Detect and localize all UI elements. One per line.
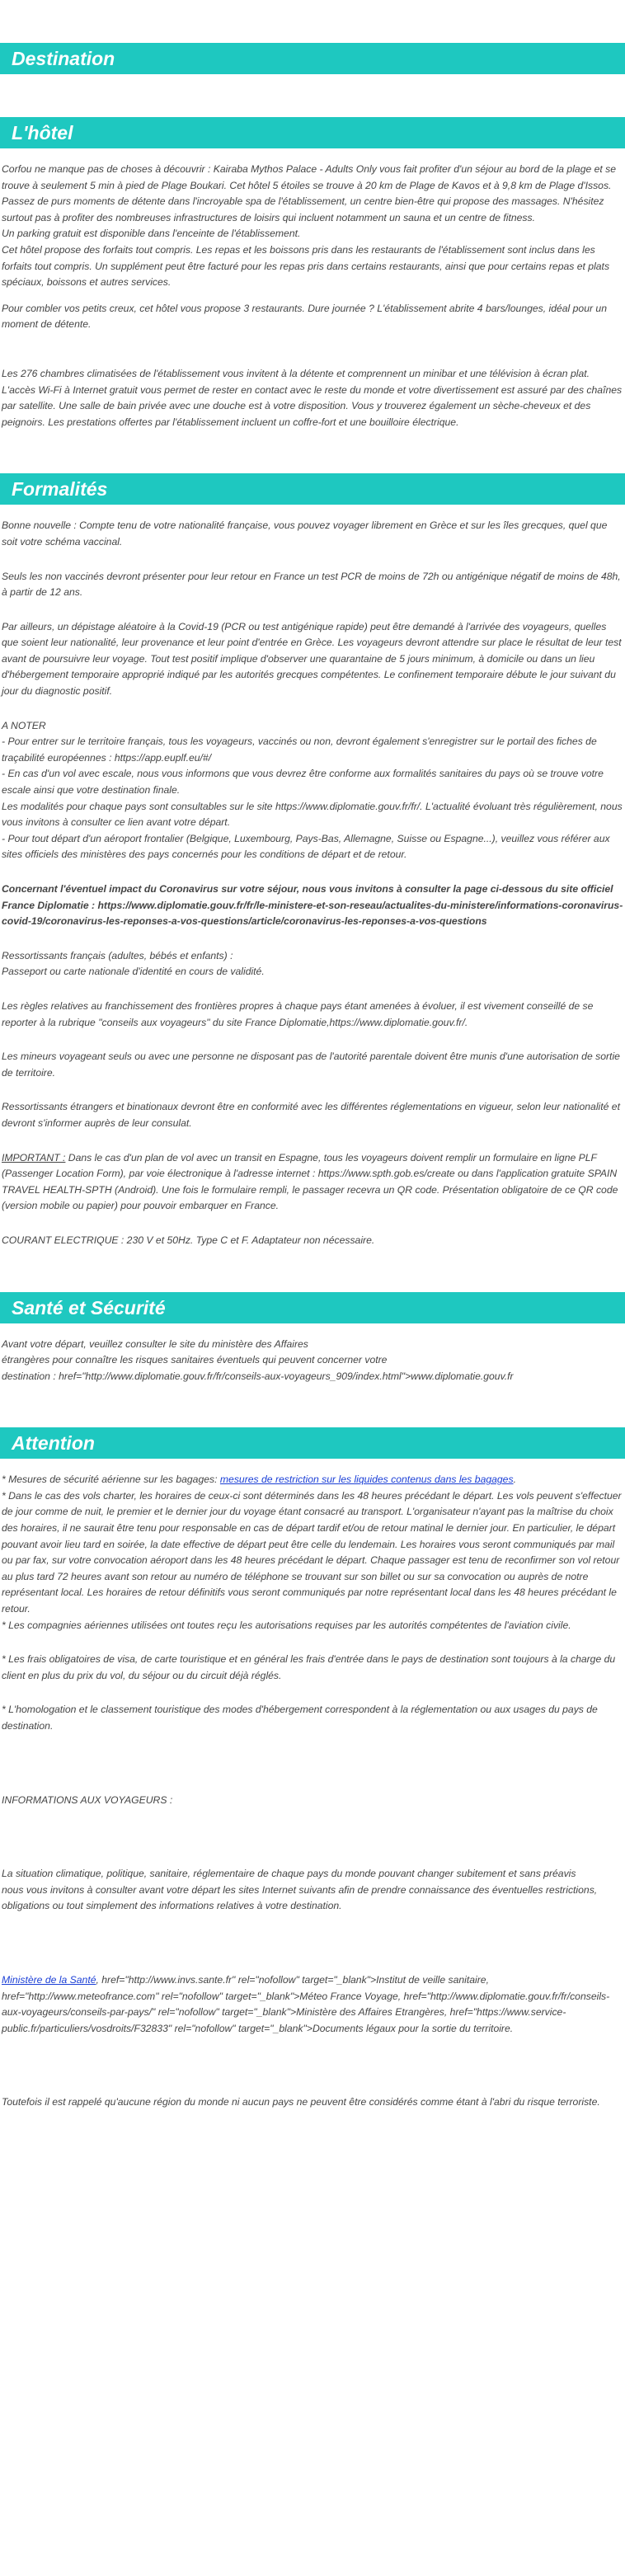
note-item: - En cas d'un vol avec escale, nous vous informons que vous devrez être conforme aux formalités sanitaires du pays où se trouve votre escale ainsi que votre destination finale. (2, 768, 604, 797)
travelers-info-title: INFORMATIONS AUX VOYAGEURS : (2, 1793, 173, 1806)
situation-notice: nous vous invitons à consulter avant votre départ les sites Internet suivants afin de prendre connaissance des éventuelles restrictions, obligations ou tout simplement des informations relatives à votre destination. (2, 1883, 598, 1912)
covid-notice: Concernant l'éventuel impact du Coronavirus sur votre séjour, nous vous invitons à consulter la page ci-dessous du site officiel France Diplomatie : https://www.diplomatie.gouv.fr/fr/le-ministere-et-son-reseau/actualites-du-ministere/informations-coronavirus-covid-19/coronavirus-les-reponses-a-vos-questions/article/coronavirus-les-reponses-a-vos-questions (2, 883, 623, 928)
note-item: - Pour tout départ d'un aéroport frontalier (Belgique, Luxembourg, Pays-Bas, Allemagne, Suisse ou Espagne...), veuillez vous référer aux sites officiels des ministères des pays concernés pour les conditions de départ et de retour. (2, 832, 610, 861)
foreigners-notice: Ressortissants étrangers et binationaux devront être en conformité avec les différentes réglementations en vigueur, selon leur nationalité et devront s'informer auprès de leur consulat. (2, 1101, 620, 1129)
sante-ministry-link[interactable]: Ministère de la Santé (2, 1973, 96, 1986)
electric-current: COURANT ELECTRIQUE : 230 V et 50Hz. Type C et F. Adaptateur non nécessaire. (2, 1234, 375, 1246)
note-item: Les modalités pour chaque pays sont consultables sur le site https://www.diplomatie.gouv.fr/fr/. L'actualité évoluant très régulièrement, nous vous invitons à consulter ce lien avant votre départ. (2, 800, 623, 829)
charter-notice: * Dans le cas des vols charter, les horaires de ceux-ci sont déterminés dans les 48 heures précédant le départ. Les vols peuvent s'effectuer de jour comme de nuit, le premier et le dernier jour du voyage étant consacré au transport. L'organisateur n'ayant pas la maîtrise du choix des horaires, il ne saurait être tenu pour responsable en cas de départ tardif et/ou de retour matinal le dernier jour. En particulier, le départ pouvant avoir lieu tard en soirée, la date effective de départ peut être celle du lendemain. Les horaires vous seront communiqués par mail ou par fax, sur votre convocation aéroport dans les 48 heures précédant le départ. Chaque passager est tenu de reconfirmer son vol retour au plus tard 72 heures avant son retour au numéro de téléphone se trouvant sur son billet ou sur sa convocation ou auprès de notre représentant local. Les horaires de retour définitifs vous seront communiqués par notre représentant local dans les 48 heures précédant le retour. (2, 1489, 622, 1615)
situation-notice: La situation climatique, politique, sanitaire, réglementaire de chaque pays du monde pouvant changer subitement et sans préavis (2, 1868, 576, 1880)
hotel-paragraph: Corfou ne manque pas de choses à découvrir : Kairaba Mythos Palace - Adults Only vous fait profiter d'un séjour au bord de la plage et se trouve à seulement 5 min à pied de Plage Boukari. Cet hôtel 5 étoiles se trouve à 20 km de Plage de Kavos et à 9,8 km de Plage d'Issos. (2, 163, 617, 191)
sante-content (0, 1323, 625, 1385)
formalites-content (0, 505, 625, 1248)
formalites-paragraph: Seuls les non vaccinés devront présenter pour leur retour en France un test PCR de moins de 72h ou antigénique négatif de moins de 48h, à partir de 12 ans. (2, 570, 621, 599)
sante-line: étrangères pour connaître les risques sanitaires éventuels qui peuvent concerner votre (2, 1354, 388, 1366)
sante-line: destination : href="http://www.diplomatie.gouv.fr/fr/conseils-aux-voyageurs_909/index.html">www.diplomatie.gouv.fr (2, 1370, 514, 1382)
residents-docs: Passeport ou carte nationale d'identité en cours de validité. (2, 966, 265, 978)
attention-content (0, 1459, 625, 2111)
security-measures-end: . (513, 1474, 516, 1486)
airlines-notice: * Les compagnies aériennes utilisées ont toutes reçu les autorisations requises par les autorités compétentes de l'aviation civile. (2, 1619, 571, 1631)
hotel-paragraph: Les 276 chambres climatisées de l'établissement vous invitent à la détente et comprennent un minibar et une télévision à écran plat. L'accès Wi-Fi à Internet gratuit vous permet de rester en contact avec le reste du monde et votre divertissement est assuré par des chaînes par satellite. Une salle de bain privée avec une douche est à votre disposition. Vous y trouverez également un sèche-cheveux et des peignoirs. Les prestations offertes par l'établissement incluent un coffre-fort et une bouilloire électrique. (2, 367, 623, 428)
accommodation-notice: * L'homologation et le classement touristique des modes d'hébergement correspondent à la réglementation ou aux usages du pays de destination. (2, 1704, 598, 1732)
hotel-paragraph: Un parking gratuit est disponible dans l'enceinte de l'établissement. (2, 228, 301, 240)
formalites-paragraph: Bonne nouvelle : Compte tenu de votre nationalité française, vous pouvez voyager librement en Grèce et sur les îles grecques, quel que soit votre schéma vaccinal. (2, 519, 608, 548)
section-header-hotel: L'hôtel (0, 117, 625, 148)
formalites-paragraph: Par ailleurs, un dépistage aléatoire à la Covid-19 (PCR ou test antigénique rapide) peut être demandé à l'arrivée des voyageurs, quelles que soient leur nationalité, leur provenance et leur point d'entrée en Grèce. Les voyageurs devront attendre sur place le résultat de leur test avant de poursuivre leur voyage. Tout test positif implique d'observer une quarantaine de 5 jours minimum, à domicile ou dans un lieu d'hébergement temporaire approprié indiqué par les autorités grecques compétentes. Le confinement temporaire débute le jour suivant du jour du diagnostic positif. (2, 620, 622, 698)
important-text: Dans le cas d'un plan de vol avec un transit en Espagne, tous les voyageurs doivent remplir un formulaire en ligne PLF (Passenger Location Form), par voie électronique à l'adresse internet : https://www.spth.gob.es/create ou dans l'application gratuite SPAIN TRAVEL HEALTH-SPTH (Android). Une fois le formulaire rempli, le passager recevra un QR code. Présentation obligatoire de ce QR code (version mobile ou papier) pour pouvoir embarquer en France. (2, 1151, 618, 1212)
security-measures-text: * Mesures de sécurité aérienne sur les bagages: (2, 1474, 220, 1486)
hotel-paragraph: Pour combler vos petits creux, cet hôtel vous propose 3 restaurants. Dure journée ? L'établissement abrite 4 bars/lounges, idéal pour un moment de détente. (2, 302, 607, 331)
border-rules: Les règles relatives au franchissement des frontières propres à chaque pays étant amenées à évoluer, il est vivement conseillé de se reporter à la rubrique "conseils aux voyageurs" du site France Diplomatie,https://www.diplomatie.gouv.fr/. (2, 999, 594, 1028)
note-title: A NOTER (2, 719, 46, 731)
hotel-paragraph: Passez de purs moments de détente dans l'incroyable spa de l'établissement, un centre bien-être qui propose des massages. N'hésitez surtout pas à profiter des nombreuses infrastructures de loisirs qui incluent notamment un sauna et un centre de fitness. (2, 195, 604, 223)
section-header-formalites: Formalités (0, 473, 625, 505)
terror-notice: Toutefois il est rappelé qu'aucune région du monde ni aucun pays ne peuvent être considérés comme étant à l'abri du risque terroriste. (2, 2096, 600, 2108)
fees-notice: * Les frais obligatoires de visa, de carte touristique et en général les frais d'entrée dans le pays de destination sont toujours à la charge du client en plus du prix du vol, du séjour ou du circuit déjà réglés. (2, 1653, 616, 1681)
section-header-sante: Santé et Sécurité (0, 1292, 625, 1323)
sante-line: Avant votre départ, veuillez consulter le site du ministère des Affaires (2, 1337, 308, 1350)
minors-notice: Les mineurs voyageant seuls ou avec une personne ne disposant pas de l'autorité parentale doivent être munis d'une autorisation de sortie de territoire. (2, 1051, 620, 1079)
security-measures (2, 1472, 623, 1488)
useful-links (2, 1972, 623, 2037)
section-header-destination: Destination (0, 43, 625, 74)
note-item: - Pour entrer sur le territoire français, tous les voyageurs, vaccinés ou non, devront également s'enregistrer sur le portail des fiches de traçabilité européennes : https://app.euplf.eu/#/ (2, 736, 597, 764)
liquids-restriction-link[interactable]: mesures de restriction sur les liquides contenus dans les bagages (219, 1474, 514, 1486)
residents-title: Ressortissants français (adultes, bébés et enfants) : (2, 949, 233, 961)
section-header-attention: Attention (0, 1427, 625, 1459)
hotel-paragraph: Cet hôtel propose des forfaits tout compris. Les repas et les boissons pris dans les restaurants de l'établissement sont inclus dans les forfaits tout compris. Un supplément peut être facturé pour les repas pris dans certains restaurants, ainsi que pour certains repas et plats spéciaux, boissons et autres services. (2, 243, 610, 289)
important-label: IMPORTANT : (2, 1151, 66, 1163)
hotel-description (0, 148, 625, 430)
important-notice (2, 1150, 623, 1215)
useful-links-text: , href="http://www.invs.sante.fr" rel="nofollow" target="_blank">Institut de veille sanitaire, href="http://www.meteofrance.com" rel="nofollow" target="_blank">Méteo France Voyage, href="http://www.diplomatie.gouv.fr/fr/conseils-aux-voyageurs/conseils-par-pays/" rel="nofollow" target="_blank">Ministère des Affaires Etrangères, href="https://www.service-public.fr/particuliers/vosdroits/F32833" rel="nofollow" target="_blank">Documents légaux pour la sortie du territoire. (2, 1973, 610, 2034)
